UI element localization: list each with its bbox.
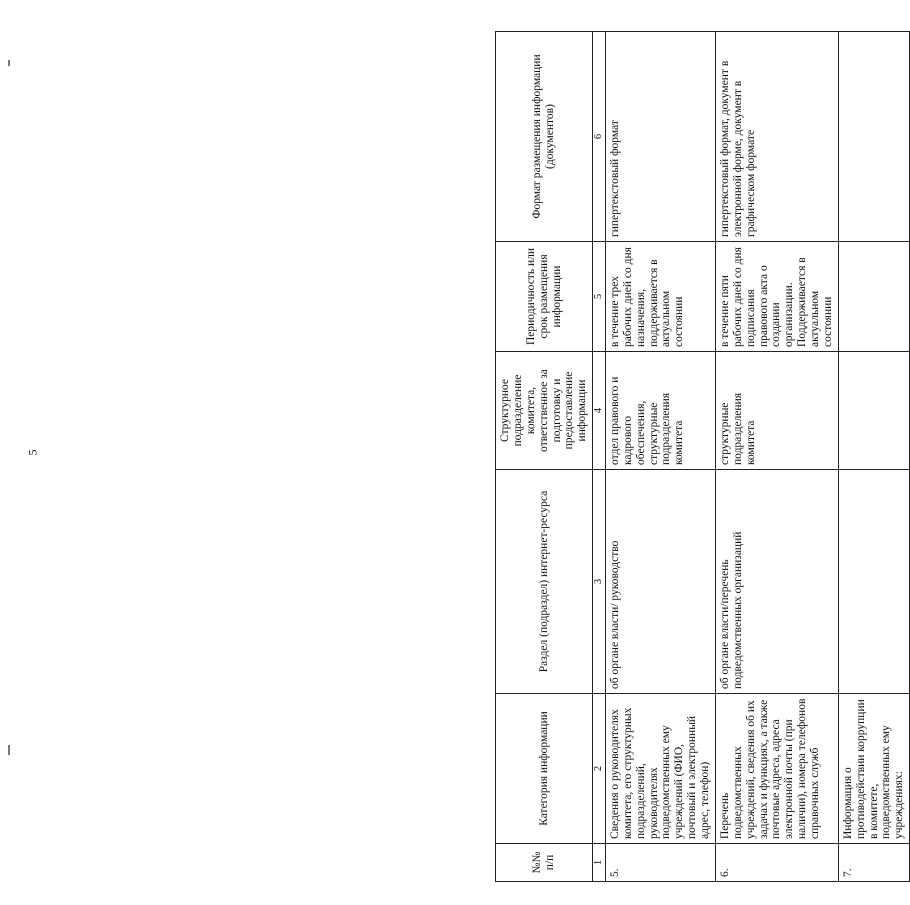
row-number: 6. xyxy=(715,844,838,882)
row-number: 5. xyxy=(605,844,715,882)
header-periodicity: Периодичность или срок размещения информации xyxy=(496,242,593,352)
row-section: об органе власти/перечень подведомственных организаций xyxy=(715,470,838,694)
header-category: Категория информации xyxy=(496,694,593,844)
table-row xyxy=(715,32,838,882)
header-number: №№ п/п xyxy=(496,844,593,882)
row-section xyxy=(838,470,909,694)
column-number: 1 xyxy=(593,844,606,882)
header-department: Структурное подразделение комитета, ответственное за подготовку и предоставление информации xyxy=(496,352,593,470)
row-periodicity: в течение пяти рабочих дней со дня подписания правового акта о создании организации. Поддерживается в актуальном состоянии xyxy=(715,242,838,352)
row-department: структурные подразделения комитета xyxy=(715,352,838,470)
table-row xyxy=(605,32,715,882)
row-periodicity xyxy=(838,242,909,352)
scan-edge-mark xyxy=(8,745,10,755)
header-format: Формат размещения информации (документов) xyxy=(496,32,593,242)
row-category: Сведения о руководителях комитета, его структурных подразделений, руководителях подведомственных ему учреждений (ФИО, почтовый и электронный адрес, телефон) xyxy=(605,694,715,844)
column-number: 4 xyxy=(593,352,606,470)
column-number: 3 xyxy=(593,470,606,694)
column-number-row xyxy=(593,32,606,882)
row-format: гипертекстовый формат, документ в электронной форме, документ в графическом формате xyxy=(715,32,838,242)
page-number: 5 xyxy=(25,449,40,456)
table-header-row xyxy=(496,32,593,882)
row-category: Перечень подведомственных учреждений, сведения об их задачах и функциях, а также почтовые адреса, адреса электронной почты (при наличии), номера телефонов справочных служб xyxy=(715,694,838,844)
row-section: об органе власти/ руководство xyxy=(605,470,715,694)
column-number: 6 xyxy=(593,32,606,242)
row-department: отдел правового и кадрового обеспечения, структурные подразделения комитета xyxy=(605,352,715,470)
column-number: 5 xyxy=(593,242,606,352)
scan-edge-mark xyxy=(8,60,10,66)
table-row xyxy=(838,32,909,882)
row-category: Информация о противодействии коррупции в комитете, подведомственных ему учреждениях: xyxy=(838,694,909,844)
row-department xyxy=(838,352,909,470)
row-periodicity: в течение трех рабочих дней со дня назначения, поддерживается в актуальном состоянии xyxy=(605,242,715,352)
column-number: 2 xyxy=(593,694,606,844)
row-format: гипертекстовый формат xyxy=(605,32,715,242)
info-table xyxy=(495,31,910,882)
rotated-table-container xyxy=(495,32,906,882)
row-number: 7. xyxy=(838,844,909,882)
row-format xyxy=(838,32,909,242)
header-section: Раздел (подраздел) интернет-ресурса xyxy=(496,470,593,694)
